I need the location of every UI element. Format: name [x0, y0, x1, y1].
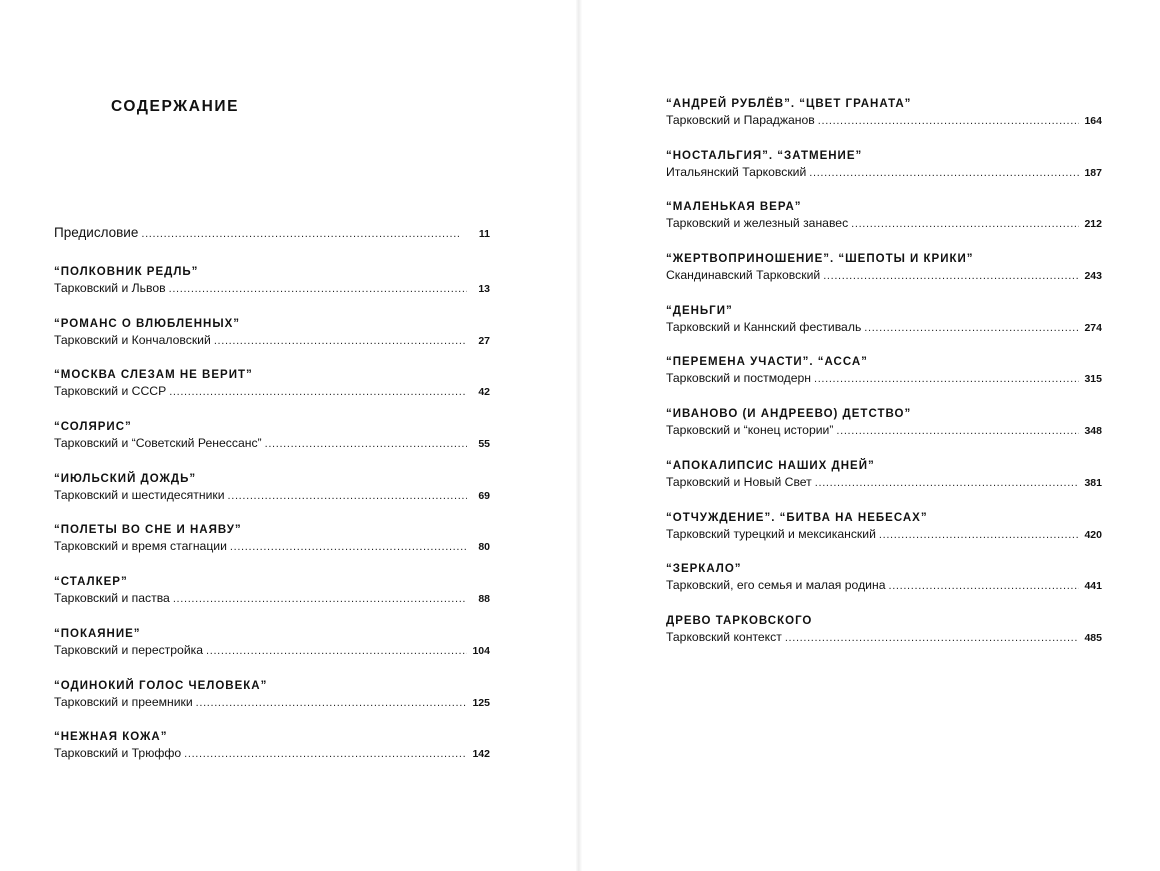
toc-film-title: “ПОЛЕТЫ ВО СНЕ И НАЯВУ” — [54, 524, 242, 537]
toc-chapter-title: Тарковский и “конец истории” — [666, 423, 834, 438]
toc-film-title: “НОСТАЛЬГИЯ”. “ЗАТМЕНИЕ” — [666, 149, 863, 162]
toc-chapter-row — [666, 422, 1102, 440]
toc-entry — [666, 406, 1102, 440]
dot-leader — [169, 384, 467, 401]
toc-page-number: 315 — [1084, 373, 1102, 386]
toc-film-title: “ОДИНОКИЙ ГОЛОС ЧЕЛОВЕКА” — [54, 679, 268, 692]
toc-page-number: 42 — [478, 386, 490, 399]
toc-chapter-row — [666, 267, 1102, 285]
toc-entry — [666, 613, 1102, 647]
toc-film-title: “МОСКВА СЛЕЗАМ НЕ ВЕРИТ” — [54, 369, 253, 382]
toc-chapter-title: Тарковский и преемники — [54, 694, 193, 709]
toc-entry — [54, 626, 490, 660]
dot-leader — [851, 216, 1079, 233]
toc-page-number: 104 — [472, 644, 490, 657]
dot-leader — [230, 539, 467, 556]
dot-leader — [228, 488, 467, 505]
dot-leader — [823, 268, 1079, 285]
toc-chapter-title: Тарковский и время стагнации — [54, 539, 227, 554]
toc-film-title: “ЖЕРТВОПРИНОШЕНИЕ”. “ШЕПОТЫ И КРИКИ” — [666, 253, 974, 266]
toc-chapter-title: Тарковский и Каннский фестиваль — [666, 319, 862, 334]
toc-chapter-row — [54, 332, 490, 350]
toc-film-title: “АНДРЕЙ РУБЛЁВ”. “ЦВЕТ ГРАНАТА” — [666, 98, 912, 110]
toc-left-column — [54, 224, 490, 781]
dot-leader — [785, 630, 1079, 647]
toc-page-number: 381 — [1084, 476, 1102, 489]
preface-page-number: 11 — [478, 228, 490, 240]
toc-entry — [54, 678, 490, 712]
toc-right-column — [666, 96, 1102, 665]
dot-leader — [169, 281, 467, 298]
dot-leader — [214, 333, 467, 350]
toc-page-number: 27 — [478, 334, 490, 347]
toc-film-title: “ЗЕРКАЛО” — [666, 563, 742, 576]
toc-film-title: “АПОКАЛИПСИС НАШИХ ДНЕЙ” — [666, 459, 875, 472]
toc-chapter-title: Тарковский и Львов — [54, 281, 166, 295]
dot-leader — [864, 320, 1079, 337]
toc-entry — [54, 264, 490, 298]
toc-entry — [54, 367, 490, 401]
toc-page-number: 142 — [472, 748, 490, 761]
toc-film-title: “ПОЛКОВНИК РЕДЛЬ” — [54, 266, 199, 278]
toc-film-title: “ДЕНЬГИ” — [666, 304, 733, 317]
dot-leader — [836, 423, 1079, 440]
toc-film-title: “СОЛЯРИС” — [54, 421, 132, 434]
toc-chapter-row — [666, 526, 1102, 544]
dot-leader — [184, 746, 467, 763]
toc-chapter-row — [54, 642, 490, 660]
toc-film-title: “СТАЛКЕР” — [54, 576, 128, 589]
dot-leader — [889, 578, 1080, 595]
toc-chapter-title: Тарковский и шестидесятники — [54, 487, 225, 502]
toc-entry — [666, 458, 1102, 492]
toc-page-number: 441 — [1084, 580, 1102, 593]
toc-chapter-title: Тарковский и “Советский Ренессанс” — [54, 436, 262, 451]
toc-chapter-title: Тарковский турецкий и мексиканский — [666, 526, 876, 541]
toc-chapter-title: Тарковский и Трюффо — [54, 746, 182, 761]
toc-chapter-title: Тарковский и Новый Свет — [666, 474, 812, 489]
toc-film-title: “ИВАНОВО (И АНДРЕЕВО) ДЕТСТВО” — [666, 408, 912, 421]
toc-left-list — [54, 264, 490, 763]
toc-chapter-row — [666, 474, 1102, 492]
toc-entry — [666, 148, 1102, 182]
toc-page-number: 125 — [472, 696, 490, 709]
toc-chapter-title: Тарковский и перестройка — [54, 642, 204, 657]
toc-page-number: 485 — [1084, 631, 1102, 644]
toc-entry — [54, 419, 490, 453]
toc-film-title: “НЕЖНАЯ КОЖА” — [54, 731, 168, 744]
toc-page-number: 88 — [478, 593, 490, 606]
left-page — [0, 0, 578, 871]
toc-chapter-row — [666, 370, 1102, 388]
dot-leader — [809, 165, 1079, 182]
toc-entry — [54, 729, 490, 763]
dot-leader — [141, 226, 467, 243]
dot-leader — [206, 643, 467, 660]
dot-leader — [196, 695, 467, 712]
toc-entry — [54, 316, 490, 350]
toc-chapter-row — [54, 487, 490, 505]
toc-entry — [54, 471, 490, 505]
toc-film-title: “ПЕРЕМЕНА УЧАСТИ”. “АССА” — [666, 356, 868, 369]
toc-chapter-title: Тарковский и паства — [54, 591, 170, 606]
toc-chapter-row — [666, 215, 1102, 233]
toc-entry — [666, 561, 1102, 595]
toc-page-number: 13 — [478, 283, 490, 295]
toc-preface-row — [54, 224, 490, 243]
toc-page-number: 420 — [1084, 528, 1102, 541]
dot-leader — [265, 436, 467, 453]
page-title: СОДЕРЖАНИЕ — [111, 98, 240, 115]
toc-film-title: “РОМАНС О ВЛЮБЛЕННЫХ” — [54, 317, 240, 330]
toc-chapter-row — [54, 590, 490, 608]
toc-page-number: 187 — [1084, 166, 1102, 179]
toc-film-title: “ОТЧУЖДЕНИЕ”. “БИТВА НА НЕБЕСАХ” — [666, 511, 928, 524]
toc-chapter-title: Скандинавский Тарковский — [666, 268, 821, 283]
toc-chapter-row — [666, 577, 1102, 595]
toc-film-title: “ИЮЛЬСКИЙ ДОЖДЬ” — [54, 472, 197, 485]
right-page — [582, 0, 1160, 871]
toc-page-number: 80 — [478, 541, 490, 554]
toc-entry — [666, 510, 1102, 544]
toc-page-number: 243 — [1084, 270, 1102, 283]
toc-page-number: 274 — [1084, 321, 1102, 334]
preface-label: Предисловие — [54, 225, 139, 240]
toc-chapter-row — [54, 435, 490, 453]
toc-chapter-title: Тарковский и СССР — [54, 384, 167, 399]
toc-chapter-row — [666, 319, 1102, 337]
toc-page-number: 55 — [478, 438, 490, 451]
toc-chapter-row — [54, 280, 490, 298]
toc-entry — [666, 96, 1102, 130]
toc-chapter-row — [54, 538, 490, 556]
toc-entry — [54, 522, 490, 556]
toc-page-number: 164 — [1084, 115, 1102, 127]
toc-page-number: 348 — [1084, 425, 1102, 438]
toc-entry — [666, 199, 1102, 233]
toc-chapter-title: Тарковский и Кончаловский — [54, 332, 211, 347]
toc-chapter-title: Тарковский, его семья и малая родина — [666, 578, 886, 593]
toc-film-title: “ПОКАЯНИЕ” — [54, 627, 141, 640]
toc-right-list — [666, 96, 1102, 647]
toc-page-number: 212 — [1084, 218, 1102, 231]
toc-entry — [666, 251, 1102, 285]
dot-leader — [173, 591, 467, 608]
dot-leader — [818, 113, 1079, 130]
toc-chapter-title: Тарковский и постмодерн — [666, 371, 811, 386]
toc-chapter-row — [54, 745, 490, 763]
dot-leader — [879, 527, 1079, 544]
toc-chapter-row — [666, 112, 1102, 130]
toc-chapter-row — [54, 694, 490, 712]
dot-leader — [814, 371, 1079, 388]
toc-page-number: 69 — [478, 489, 490, 502]
toc-film-title: “МАЛЕНЬКАЯ ВЕРА” — [666, 201, 802, 214]
toc-chapter-title: Тарковский и железный занавес — [666, 216, 849, 231]
toc-film-title: ДРЕВО ТАРКОВСКОГО — [666, 614, 813, 627]
toc-chapter-row — [666, 629, 1102, 647]
toc-entry — [54, 574, 490, 608]
dot-leader — [815, 475, 1079, 492]
toc-entry — [666, 303, 1102, 337]
toc-chapter-row — [666, 164, 1102, 182]
toc-entry — [666, 354, 1102, 388]
toc-chapter-title: Тарковский контекст — [666, 629, 782, 644]
toc-chapter-title: Итальянский Тарковский — [666, 164, 807, 179]
toc-chapter-title: Тарковский и Параджанов — [666, 113, 815, 127]
toc-chapter-row — [54, 383, 490, 401]
